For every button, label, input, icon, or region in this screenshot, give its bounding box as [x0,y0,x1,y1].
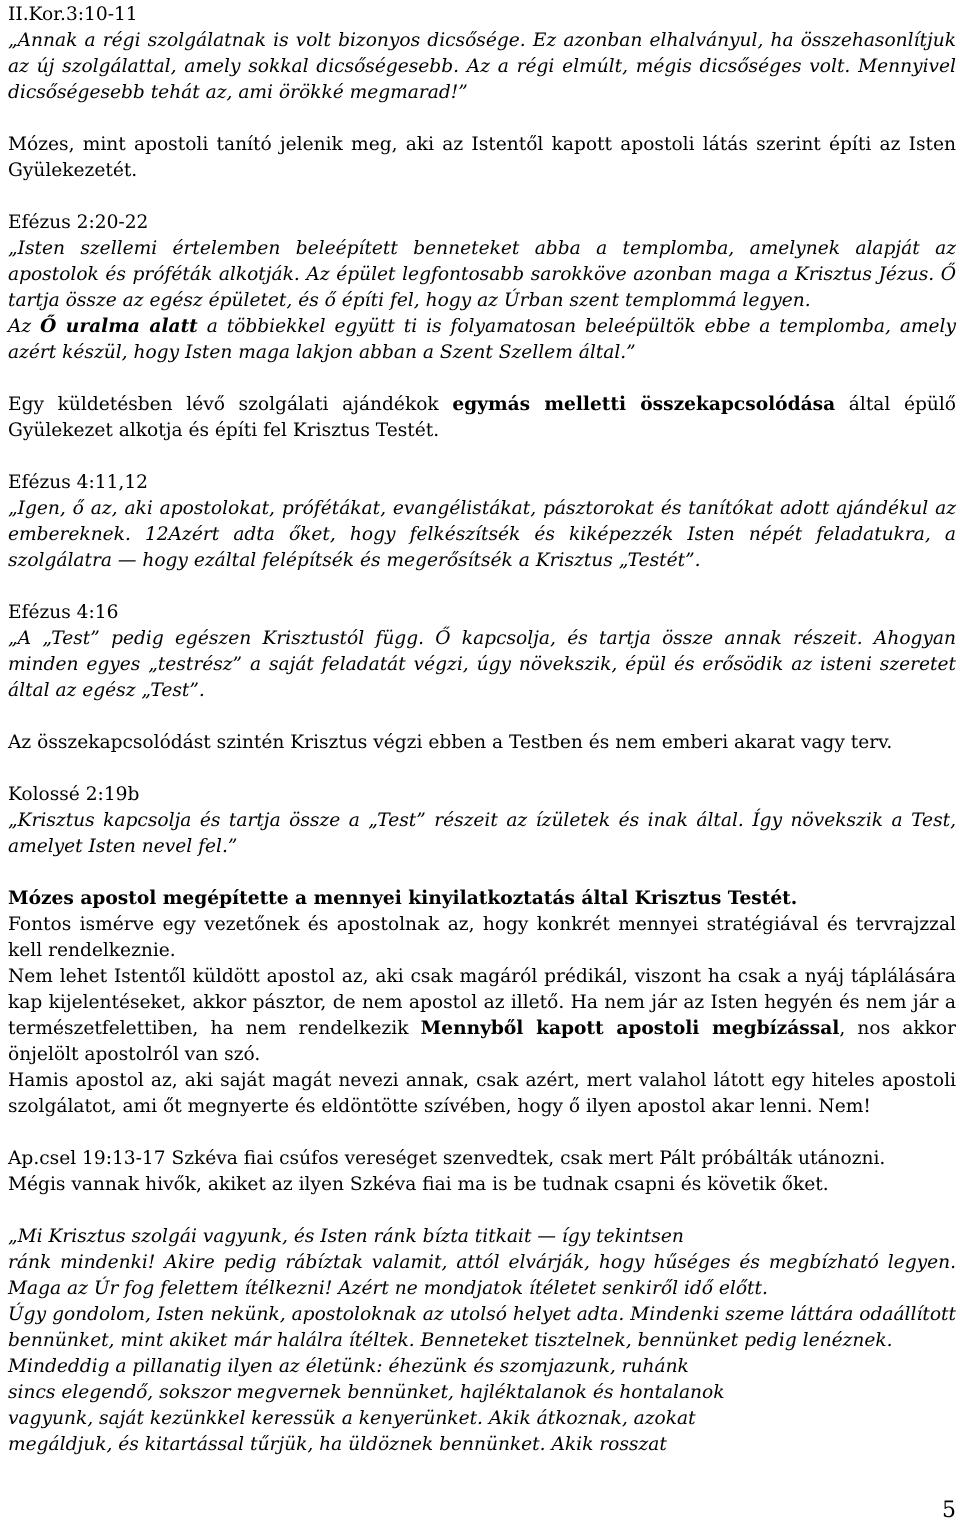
emphasis-text: egymás melletti összekapcsolódása [452,394,836,415]
paragraph: Mózes, mint apostoli tanító jelenik meg, aki az Istentől kapott apostoli látás szerint építi az Isten Gyülekezetét. [8,134,956,181]
paragraph: Az összekapcsolódást szintén Krisztus végzi ebben a Testben és nem emberi akarat vagy terv. [8,732,893,753]
paragraph: Mégis vannak hivők, akiket az ilyen Szkéva fiai ma is be tudnak csapni és követik őket. [8,1174,829,1195]
text-run: Nem lehet Istentől küldött apostol az, aki csak magáról prédikál, viszont ha csak a nyáj táplálására kap kijelentéseket, akkor pásztor, de nem apostol az illető. Ha nem jár az Isten hegyén és nem jár a természetfelettiben, ha nem rendelkezik [8,966,956,1039]
paragraph: Ap.csel 19:13-17 Szkéva fiai csúfos vereséget szenvedtek, csak mert Pált próbálták utánozni. [8,1148,886,1169]
scripture-quote-line: Mindeddig a pillanatig ilyen az életünk: éhezünk és szomjazunk, ruhánk [8,1356,689,1377]
scripture-quote: „Igen, ő az, aki apostolokat, prófétákat, evangélistákat, pásztorokat és tanítókat adott ajándékul az embereknek. 12Azért adta őket, hogy felkészítsék és kiképezzék Isten népét feladatukra, a szolgálatra — hogy ezáltal felépítsék és megerősítsék a Krisztus „Testét”. [8,498,956,571]
scripture-quote-line: megáldjuk, és kitartással tűrjük, ha üldöznek bennünket. Akik rosszat [8,1434,667,1455]
paragraph: Fontos ismérve egy vezetőnek és apostolnak az, hogy konkrét mennyei stratégiával és tervrajzzal kell rendelkeznie. [8,914,956,961]
scripture-quote-line: „Mi Krisztus szolgái vagyunk, és Isten ránk bízta titkait — így tekintsen [8,1226,684,1247]
verse-reference: Efézus 2:20-22 [8,212,149,233]
paragraph [8,392,956,444]
verse-reference: II.Kor.3:10-11 [8,4,138,25]
document-page [8,2,956,1458]
scripture-quote: ránk mindenki! Akire pedig rábíztak valamit, attól elvárják, hogy hűséges és megbízható legyen. Maga az Úr fog felettem ítélkezni! Azért ne mondjatok ítéletet senkiről idő előtt. [8,1252,956,1299]
section-heading: Mózes apostol megépítette a mennyei kinyilatkoztatás által Krisztus Testét. [8,888,798,909]
scripture-quote-line: sincs elegendő, sokszor megvernek bennünket, hajléktalanok és hontalanok [8,1382,725,1403]
text-run: Egy küldetésben lévő szolgálati ajándékok [8,394,453,415]
text-run: által épülő Gyülekezet alkotja és építi fel Krisztus Testét. [8,394,956,441]
scripture-quote-line: vagyunk, saját kezünkkel keressük a kenyerünket. Akik átkoznak, azokat [8,1408,696,1429]
scripture-quote: „Isten szellemi értelemben beleépített benneteket abba a templomba, amelynek alapját az apostolok és próféták alkotják. Az épület legfontosabb sarokköve azonban maga a Krisztus Jézus. Ő tartja össze az egész épületet, és ő építi fel, hogy az Úrban szent templommá legyen. [8,238,956,311]
text-run: , nos akkor önjelölt apostolról van szó. [8,1018,956,1065]
verse-reference: Efézus 4:16 [8,602,119,623]
verse-reference: Efézus 4:11,12 [8,472,149,493]
text-run: a többiekkel együtt ti is folyamatosan beleépültök ebbe a templomba, amely azért készül, hogy Isten maga lakjon abban a Szent Szellem által.” [8,316,956,363]
emphasis-text: Mennyből kapott apostoli megbízással [420,1018,840,1039]
scripture-quote: „Annak a régi szolgálatnak is volt bizonyos dicsősége. Ez azonban elhalványul, ha összehasonlítjuk az új szolgálattal, amely sokkal dicsőségesebb. Az a régi elmúlt, mégis dicsőséges volt. Mennyivel dicsőségesebb tehát az, ami örökké megmarad!” [8,30,956,103]
emphasis-text: Ő uralma alatt [40,316,198,337]
scripture-quote: „A „Test” pedig egészen Krisztustól függ. Ő kapcsolja, és tartja össze annak részeit. Ahogyan minden egyes „testrész” a saját feladatát végzi, úgy növekszik, épül és erősödik az isteni szeretet által az egész „Test”. [8,628,956,701]
text-run: Az [8,316,41,337]
scripture-quote [8,314,956,366]
paragraph: Hamis apostol az, aki saját magát nevezi annak, csak azért, mert valahol látott egy hiteles apostoli szolgálatot, ami őt megnyerte és eldöntötte szívében, hogy ő ilyen apostol akar lenni. Nem! [8,1070,956,1117]
verse-reference: Kolossé 2:19b [8,784,140,805]
scripture-quote: Úgy gondolom, Isten nekünk, apostoloknak az utolsó helyet adta. Mindenki szeme láttára odaállított bennünket, mint akiket már halálra ítéltek. Benneteket tisztelnek, bennünket pedig lenéznek. [8,1304,956,1351]
scripture-quote: „Krisztus kapcsolja és tartja össze a „Test” részeit az ízületek és inak által. Így növekszik a Test, amelyet Isten nevel fel.” [8,810,956,857]
page-number: 5 [942,1498,956,1523]
paragraph [8,964,956,1068]
